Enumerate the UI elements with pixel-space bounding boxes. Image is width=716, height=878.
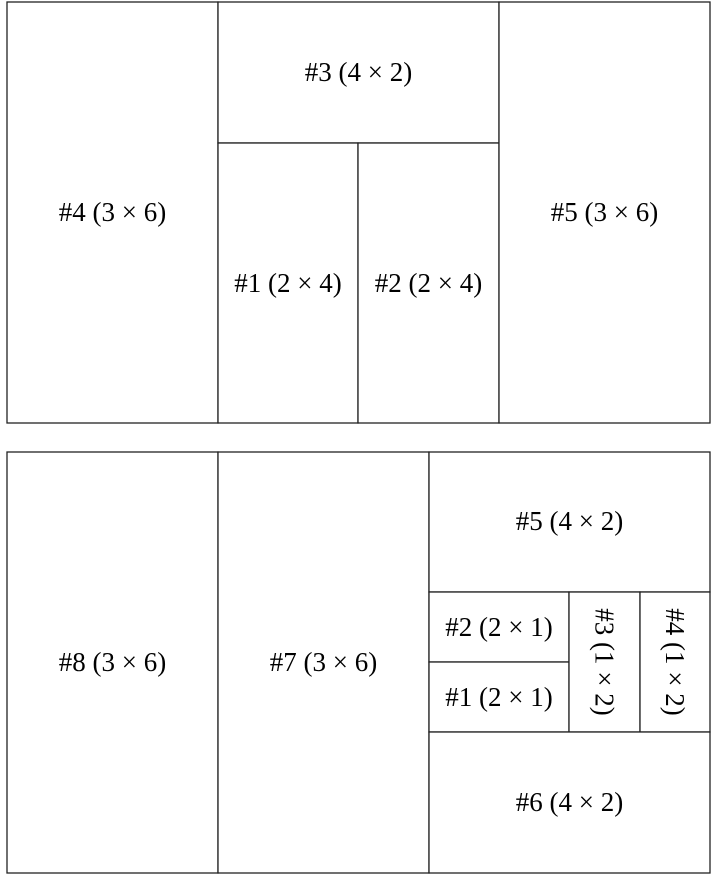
cell-2-bottom xyxy=(429,592,569,662)
cell-3-bottom-label: #3 (1 × 2) xyxy=(589,608,620,716)
bottom-diagram xyxy=(7,452,710,873)
cell-1-bottom-label: #1 (2 × 1) xyxy=(445,682,553,712)
cell-1 xyxy=(218,143,358,423)
cell-2-bottom-label: #2 (2 × 1) xyxy=(445,612,553,642)
cell-6 xyxy=(429,732,710,873)
cell-7 xyxy=(218,452,429,873)
cell-3 xyxy=(218,2,499,143)
cell-6-label: #6 (4 × 2) xyxy=(515,787,624,817)
cell-3-label: #3 (4 × 2) xyxy=(304,57,413,87)
cell-1-bottom xyxy=(429,662,569,732)
cell-2-label: #2 (2 × 4) xyxy=(374,268,483,298)
cell-1-label: #1 (2 × 4) xyxy=(234,268,342,298)
cell-5-label: #5 (3 × 6) xyxy=(550,197,659,227)
cell-2 xyxy=(358,143,499,423)
cell-8 xyxy=(7,452,218,873)
top-diagram xyxy=(7,2,710,423)
cell-4-label: #4 (3 × 6) xyxy=(58,197,167,227)
cell-4 xyxy=(7,2,218,423)
cell-4-bottom xyxy=(640,592,710,732)
cell-7-label: #7 (3 × 6) xyxy=(269,647,378,677)
cell-5-bottom-label: #5 (4 × 2) xyxy=(515,506,624,536)
cell-4-bottom-label: #4 (1 × 2) xyxy=(660,608,690,716)
cell-8-label: #8 (3 × 6) xyxy=(58,647,167,677)
cell-5-bottom xyxy=(429,452,710,592)
cell-5 xyxy=(499,2,710,423)
cell-3-bottom xyxy=(569,592,640,732)
